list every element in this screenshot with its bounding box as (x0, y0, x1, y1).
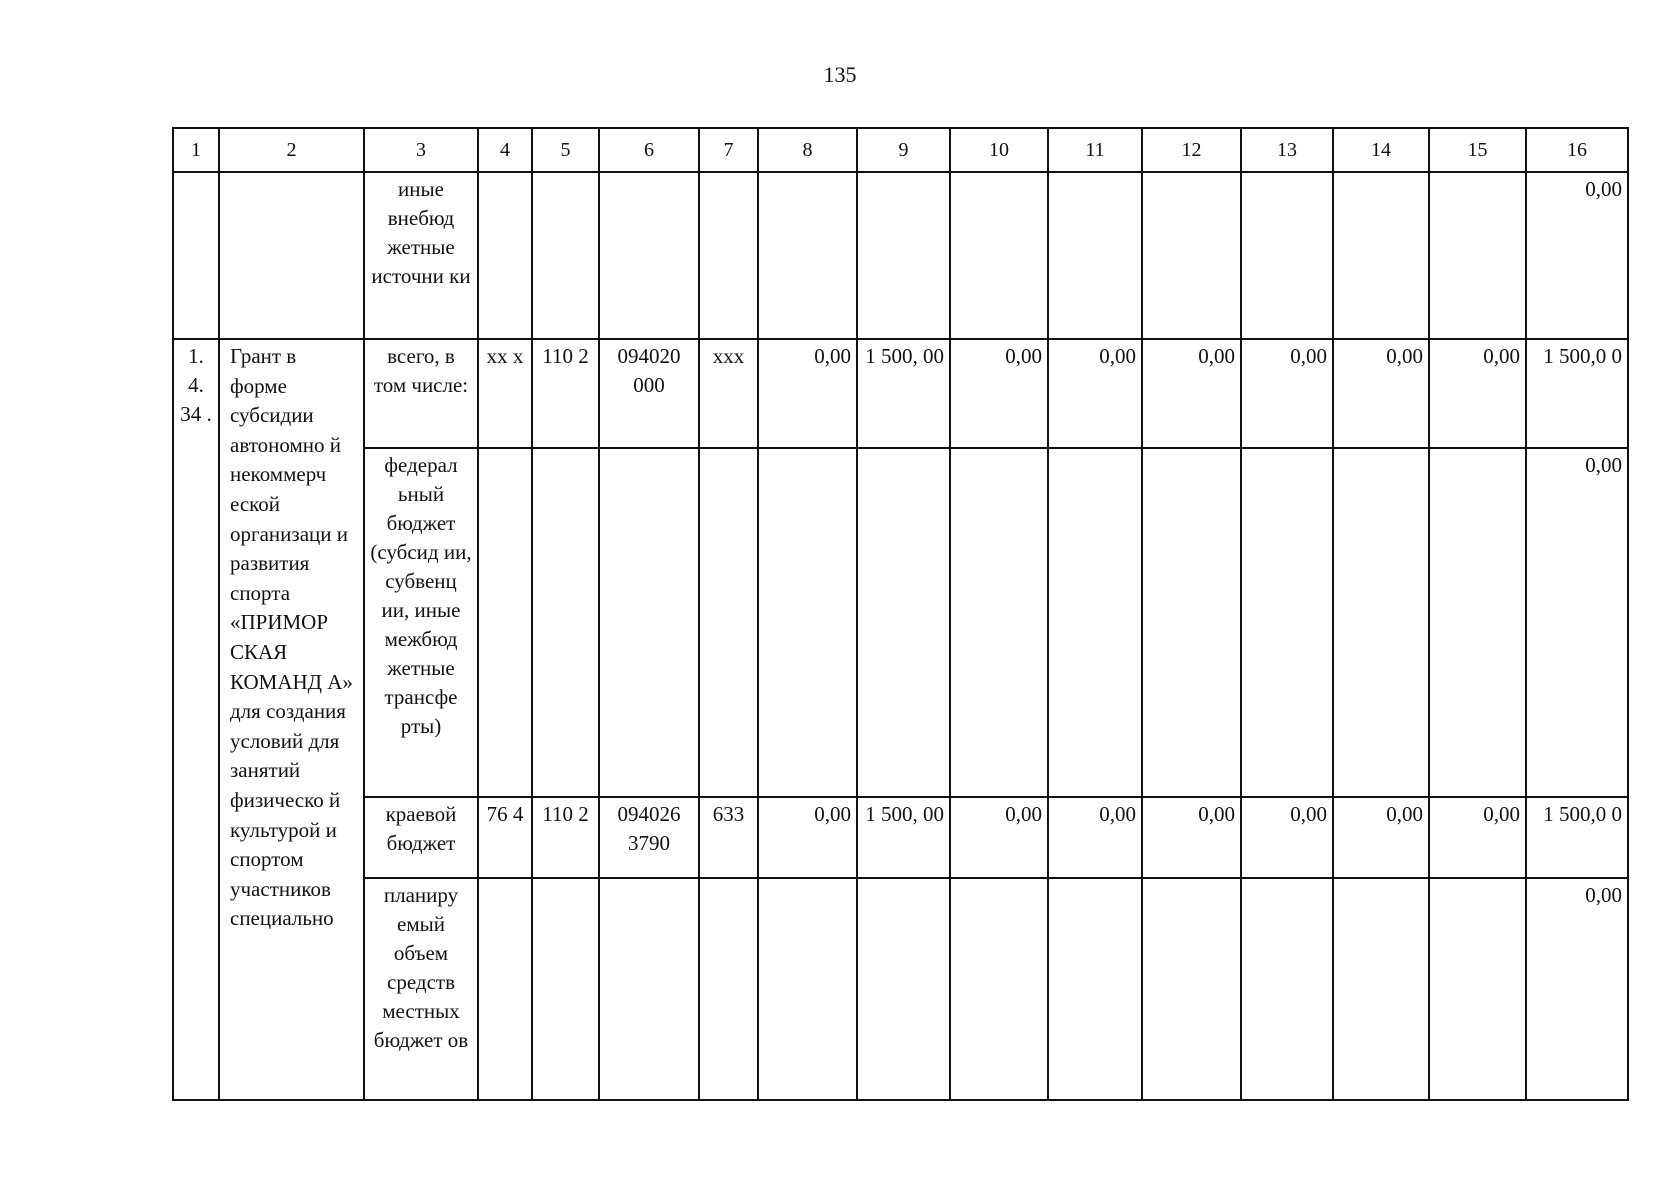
value-cell: 0,00 (1241, 339, 1333, 448)
column-header: 11 (1048, 128, 1142, 172)
budget-table (172, 127, 1629, 1101)
funding-source-cell: краевой бюджет (364, 797, 478, 878)
empty-cell (219, 172, 364, 339)
value-cell: 0,00 (1429, 339, 1526, 448)
value-cell: 0,00 (950, 797, 1048, 878)
value-cell: 0,00 (950, 339, 1048, 448)
page-number: 135 (823, 62, 857, 87)
code-cell: 110 2 (532, 797, 599, 878)
column-header: 4 (478, 128, 532, 172)
value-cell: 0,00 (1333, 797, 1429, 878)
value-cell: 1 500, 00 (857, 797, 950, 878)
total-cell: 0,00 (1526, 448, 1628, 797)
item-name-cell: Грант в форме субсидии автономно й некоммерч еской организаци и развития спорта «ПРИМОР СКАЯ КОМАНД А» для создания условий для занятий физическо й культурой и спортом участников специально (219, 339, 364, 1100)
code-cell: 76 4 (478, 797, 532, 878)
total-cell: 1 500,0 0 (1526, 339, 1628, 448)
column-header: 3 (364, 128, 478, 172)
column-header: 6 (599, 128, 699, 172)
funding-source-cell: федерал ьный бюджет (субсид ии, субвенц ии, иные межбюд жетные трансфе рты) (364, 448, 478, 797)
column-number-row (173, 128, 1628, 172)
column-header: 12 (1142, 128, 1241, 172)
table-row (173, 339, 1628, 448)
total-cell: 0,00 (1526, 172, 1628, 339)
empty-cell (173, 172, 219, 339)
column-header: 13 (1241, 128, 1333, 172)
code-cell: хх х (478, 339, 532, 448)
column-header: 14 (1333, 128, 1429, 172)
table-row (173, 172, 1628, 339)
value-cell: 0,00 (758, 339, 857, 448)
value-cell: 0,00 (1241, 797, 1333, 878)
table-row (173, 797, 1628, 878)
value-cell: 0,00 (1142, 339, 1241, 448)
total-cell: 0,00 (1526, 878, 1628, 1100)
column-header: 8 (758, 128, 857, 172)
value-cell: 1 500, 00 (857, 339, 950, 448)
value-cell: 0,00 (758, 797, 857, 878)
code-cell: ххх (699, 339, 758, 448)
funding-source-cell: всего, в том числе: (364, 339, 478, 448)
column-header: 15 (1429, 128, 1526, 172)
table-row (173, 878, 1628, 1100)
column-header: 2 (219, 128, 364, 172)
code-cell: 633 (699, 797, 758, 878)
value-cell: 0,00 (1048, 339, 1142, 448)
value-cell: 0,00 (1429, 797, 1526, 878)
total-cell: 1 500,0 0 (1526, 797, 1628, 878)
code-cell: 094026 3790 (599, 797, 699, 878)
column-header: 5 (532, 128, 599, 172)
column-header: 7 (699, 128, 758, 172)
value-cell: 0,00 (1333, 339, 1429, 448)
value-cell: 0,00 (1142, 797, 1241, 878)
column-header: 9 (857, 128, 950, 172)
code-cell: 110 2 (532, 339, 599, 448)
item-number-cell: 1. 4. 34 . (173, 339, 219, 1100)
column-header: 16 (1526, 128, 1628, 172)
code-cell: 094020 000 (599, 339, 699, 448)
funding-source-cell: иные внебюд жетные источни ки (364, 172, 478, 339)
value-cell: 0,00 (1048, 797, 1142, 878)
funding-source-cell: планиру емый объем средств местных бюджет ов (364, 878, 478, 1100)
column-header: 1 (173, 128, 219, 172)
column-header: 10 (950, 128, 1048, 172)
table-row (173, 448, 1628, 797)
